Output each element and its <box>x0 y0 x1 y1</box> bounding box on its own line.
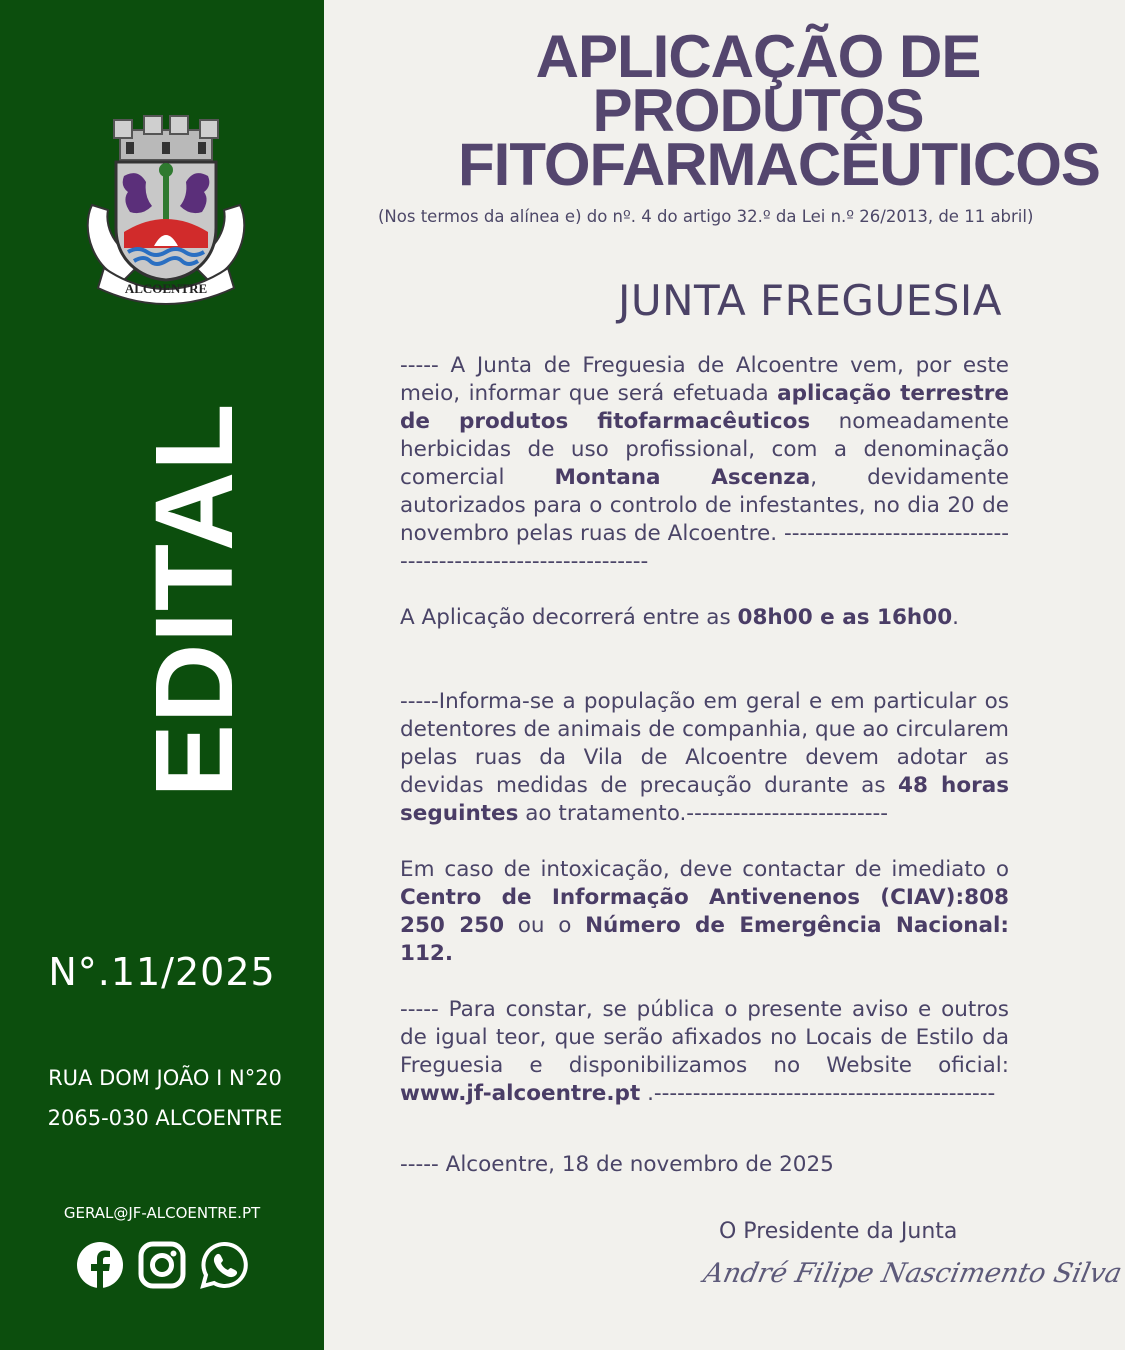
handwritten-signature: André Filipe Nascimento Silva <box>700 1258 1125 1289</box>
paragraph-publication <box>400 996 1009 1108</box>
text-run-bold: 48 horas seguintes <box>400 773 1009 826</box>
crest-label: ALCOENTRE <box>124 281 208 296</box>
instagram-icon[interactable] <box>138 1241 186 1289</box>
paragraph-date: ----- Alcoentre, 18 de novembro de 2025 <box>400 1152 834 1177</box>
text-run: . <box>952 605 959 630</box>
social-links <box>76 1241 248 1291</box>
text-run-bold: Centro de Informação Antivenenos (CIAV):808 250 250 <box>400 885 1009 938</box>
title-line: PRODUTOS <box>592 77 924 144</box>
whatsapp-icon[interactable] <box>200 1241 248 1289</box>
paragraph-schedule <box>400 604 1009 632</box>
text-run: ao tratamento.-------------------------- <box>518 801 889 826</box>
text-run: -----Informa-se a população em geral e em particular os detentores de animais de companhia, que ao circularem pelas ruas da Vila de Alcoentre devem adotar as devidas medidas de precaução durante as <box>400 689 1009 798</box>
coat-of-arms-icon <box>84 110 248 306</box>
text-run: A Aplicação decorrerá entre as <box>400 605 738 630</box>
edital-vertical-title: EDITAL <box>133 402 256 798</box>
page-title <box>458 23 1100 198</box>
address-line-street: RUA DOM JOÃO I N°20 <box>48 1066 282 1090</box>
address-line-postal: 2065-030 ALCOENTRE <box>47 1106 283 1130</box>
legal-reference: (Nos termos da alínea e) do nº. 4 do artigo 32.º da Lei n.º 26/2013, de 11 abril) <box>378 207 1034 226</box>
text-run-bold: aplicação terrestre de produtos fitofarmacêuticos <box>400 381 1009 434</box>
text-run-bold: Número de Emergência Nacional: 112. <box>400 913 1010 966</box>
facebook-icon[interactable] <box>76 1241 124 1289</box>
text-run: , devidamente autorizados para o controlo de infestantes, no dia 20 de novembro pelas ruas de Alcoentre. ------------------------------------------------------------- <box>400 465 1009 574</box>
text-run: ----- A Junta de Freguesia de Alcoentre vem, por este meio, informar que será efetuada <box>400 353 1009 406</box>
paragraph-precautions <box>400 688 1009 828</box>
document-body <box>324 0 1125 1350</box>
title-line: APLICAÇÃO DE <box>535 23 981 90</box>
text-run: .-------------------------------------------- <box>640 1081 996 1106</box>
text-run: nomeadamente herbicidas de uso profissional, com a denominação comercial <box>400 409 1009 490</box>
email-address[interactable]: GERAL@JF-ALCOENTRE.PT <box>63 1204 261 1222</box>
sidebar <box>0 0 324 1350</box>
edital-number: N°.11/2025 <box>48 950 276 994</box>
paragraph-announcement <box>400 352 1009 576</box>
title-line: FITOFARMACÊUTICOS <box>458 131 1100 198</box>
text-run: ou o <box>504 913 586 938</box>
text-run-bold: Montana Ascenza <box>554 465 811 490</box>
signature-title: O Presidente da Junta <box>719 1219 958 1244</box>
paragraph-intoxication <box>400 856 1009 968</box>
website-link[interactable]: www.jf-alcoentre.pt <box>400 1081 641 1106</box>
organization-name: JUNTA FREGUESIA <box>618 276 1003 325</box>
text-run: Em caso de intoxicação, deve contactar de imediato o <box>400 857 1009 882</box>
text-run: ----- Para constar, se pública o presente aviso e outros de igual teor, que serão afixados no Locais de Estilo da Freguesia e disponibilizamos no Website oficial: <box>400 997 1009 1078</box>
text-run-bold: 08h00 e as 16h00 <box>737 605 953 630</box>
